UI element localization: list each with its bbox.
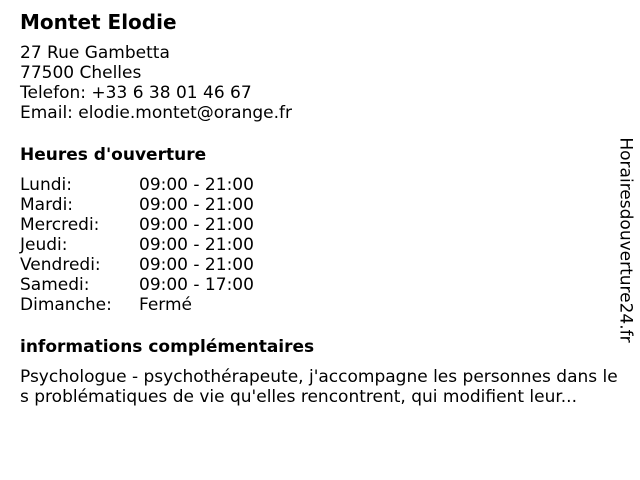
hours-row-saturday	[20, 275, 616, 295]
additional-info-title: informations complémentaires	[20, 337, 315, 357]
hours-row-friday	[20, 255, 616, 275]
hours-row-monday	[20, 175, 616, 195]
time-range: 09:00 - 21:00	[139, 255, 254, 275]
business-card	[20, 10, 616, 407]
day-label: Vendredi:	[20, 255, 101, 275]
hours-row-tuesday	[20, 195, 616, 215]
time-range: 09:00 - 21:00	[139, 195, 254, 215]
address-street: 27 Rue Gambetta	[20, 43, 170, 63]
day-label: Jeudi:	[20, 235, 68, 255]
opening-hours-table	[20, 175, 616, 315]
hours-row-sunday	[20, 295, 616, 315]
day-label: Lundi:	[20, 175, 72, 195]
address-city: 77500 Chelles	[20, 63, 142, 83]
time-range: 09:00 - 21:00	[139, 215, 254, 235]
day-label: Samedi:	[20, 275, 90, 295]
business-name: Montet Elodie	[20, 10, 177, 34]
day-label: Mardi:	[20, 195, 74, 215]
hours-row-wednesday	[20, 215, 616, 235]
email-line[interactable]: Email: elodie.montet@orange.fr	[20, 103, 292, 123]
day-label: Dimanche:	[20, 295, 112, 315]
business-description: Psychologue - psychothérapeute, j'accompagne les personnes dans les problématiques de vie qu'elles rencontrent, qui modifient leur...	[20, 367, 618, 407]
watermark-text: Horairesdouverture24.fr	[616, 136, 636, 343]
phone-line[interactable]: Telefon: +33 6 38 01 46 67	[20, 83, 252, 103]
opening-hours-title: Heures d'ouverture	[20, 145, 207, 165]
time-range: 09:00 - 21:00	[139, 235, 254, 255]
time-range: 09:00 - 21:00	[139, 175, 254, 195]
site-watermark	[611, 134, 640, 345]
hours-row-thursday	[20, 235, 616, 255]
day-label: Mercredi:	[20, 215, 100, 235]
time-range: Fermé	[139, 295, 193, 315]
time-range: 09:00 - 17:00	[139, 275, 254, 295]
